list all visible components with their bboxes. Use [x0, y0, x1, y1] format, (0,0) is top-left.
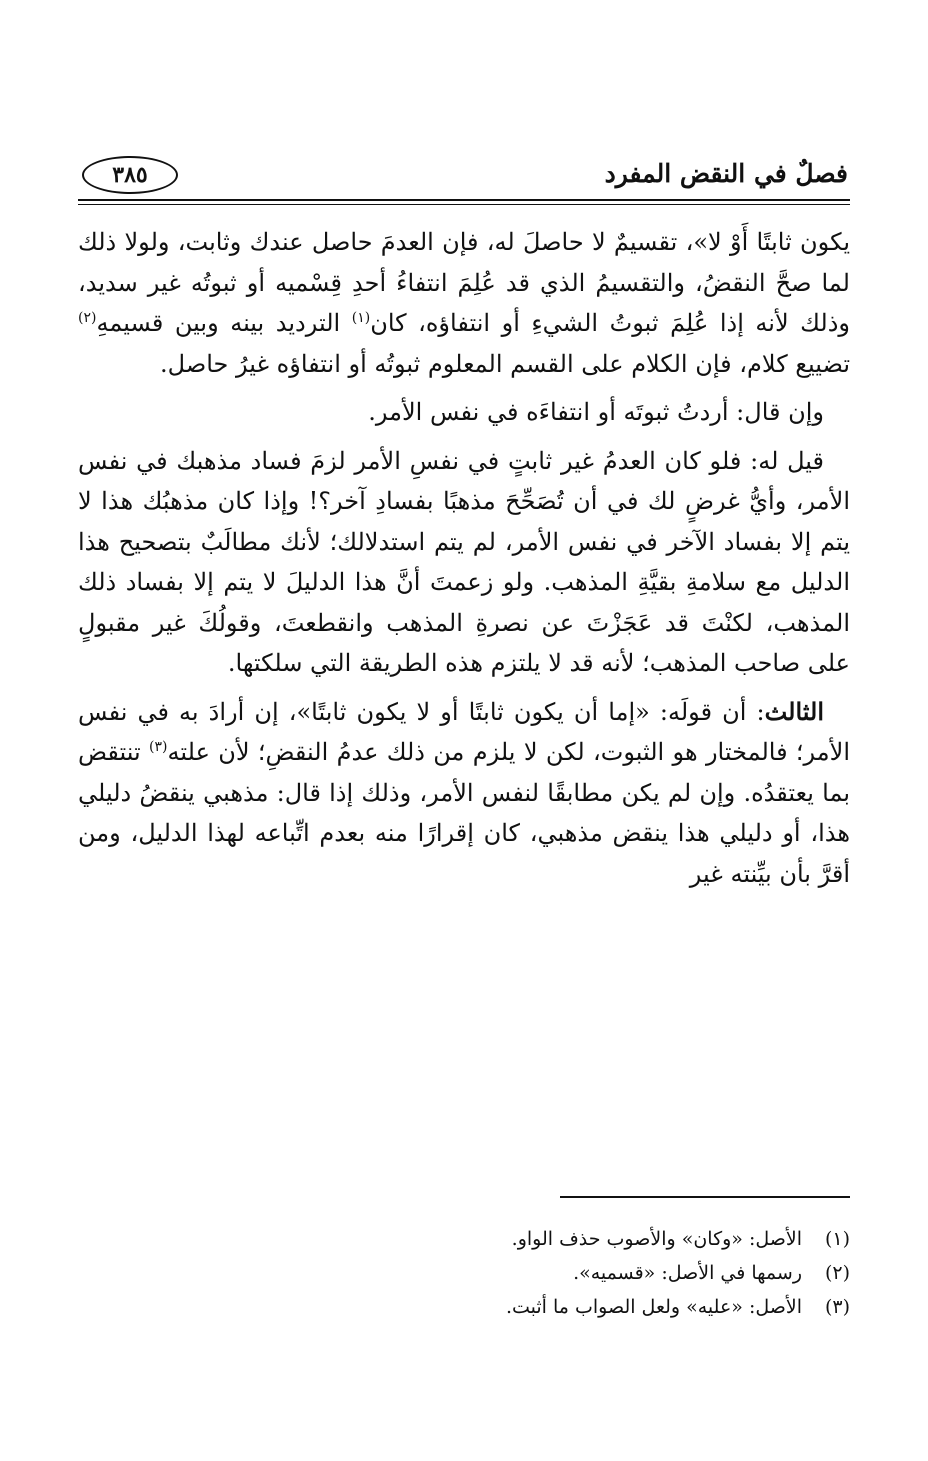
footnote-ref-2: (٢)	[78, 310, 97, 326]
header-rule	[78, 199, 850, 205]
footnote-2	[78, 1256, 850, 1290]
footnote-1-text: الأصل: «وكان» والأصوب حذف الواو.	[511, 1228, 802, 1250]
paragraph-1-text-c: تضييع كلام، فإن الكلام على القسم المعلوم ثبوتُه أو انتفاؤه غيرُ حاصل.	[160, 349, 850, 378]
running-title: فصلٌ في النقض المفرد	[604, 159, 848, 188]
footnote-2-text: رسمها في الأصل: «قسميه».	[573, 1262, 802, 1284]
paragraph-2: وإن قال: أردتُ ثبوتَه أو انتفاءَه في نفس الأمر.	[368, 398, 824, 426]
footnotes	[78, 1222, 850, 1324]
footnote-3-number: (٣)	[824, 1296, 850, 1318]
paragraph-4-text-b: تنتقض بما يعتقدُه. وإن لم يكن مطابقًا لنفس الأمر، وذلك إذا قال: مذهبي ينقضُ دليلي هذا، أو دليلي هذا ينقض مذهبي، كان إقرارًا منه بعدم اتِّباعه لهذا الدليل، ومن أقرَّ بأن بيِّنته غير	[78, 738, 850, 888]
main-text	[78, 222, 850, 902]
page-header	[78, 152, 850, 196]
book-page	[78, 0, 850, 1461]
footnote-ref-3: (٣)	[149, 739, 168, 755]
paragraph-3: قيل له: فلو كان العدمُ غير ثابتٍ في نفسِ الأمر لزمَ فساد مذهبك في نفس الأمر، وأيُّ غرضٍ لك في أن تُصَحِّحَ مذهبًا بفسادِ آخر؟! وإذا كان مذهبُك هذا لا يتم إلا بفساد الآخر في نفس الأمر، لم يتم استدلالك؛ لأنك مطالَبٌ بتصحيح هذا الدليل مع سلامةِ بقيَّةِ المذهب. ولو زعمتَ أنَّ هذا الدليلَ لا يتم إلا بفساد ذلك المذهب، لكنْتَ قد عَجَزْتَ عن نصرةِ المذهب وانقطعتَ، وقولُكَ غير مقبولٍ على صاحب المذهب؛ لأنه قد لا يلتزم هذه الطريقة التي سلكتها.	[78, 446, 851, 677]
footnote-3-text: الأصل: «عليه» ولعل الصواب ما أثبت.	[505, 1296, 802, 1318]
footnote-ref-1: (١)	[351, 310, 371, 326]
paragraph-1	[78, 222, 850, 384]
footnote-1-number: (١)	[824, 1228, 850, 1250]
paragraph-4	[78, 692, 850, 895]
page-number-badge: ٣٨٥	[82, 156, 178, 194]
footnote-2-number: (٢)	[824, 1262, 850, 1284]
paragraph-1-text-a: يكون ثابتًا أَوْ لا»، تقسيمٌ لا حاصلَ له، فإن العدمَ حاصل عندك وثابت، ولولا ذلك لما صحَّ النقضُ، والتقسيمُ الذي قد عُلِمَ انتفاءُ أحدِ قِسْميه أو ثبوتُه غير سديد، وذلك لأنه إذا عُلِمَ ثبوتُ الشيءِ أو انتفاؤه، كان	[78, 228, 851, 337]
footnote-1	[78, 1222, 850, 1256]
paragraph-4-text-a: : أن قولَه: «إما أن يكون ثابتًا أو لا يكون ثابتًا»، إن أرادَ به في نفس الأمر؛ فالمختار هو الثبوت، لكن لا يلزم من ذلك عدمُ النقضِ؛ لأن علته	[78, 697, 850, 766]
paragraph-4-lead: الثالث	[764, 696, 824, 726]
footnote-3	[78, 1290, 850, 1324]
paragraph-1-text-b: الترديد بينه وبين قسيمهِ	[96, 309, 352, 337]
footnote-rule	[560, 1196, 850, 1198]
